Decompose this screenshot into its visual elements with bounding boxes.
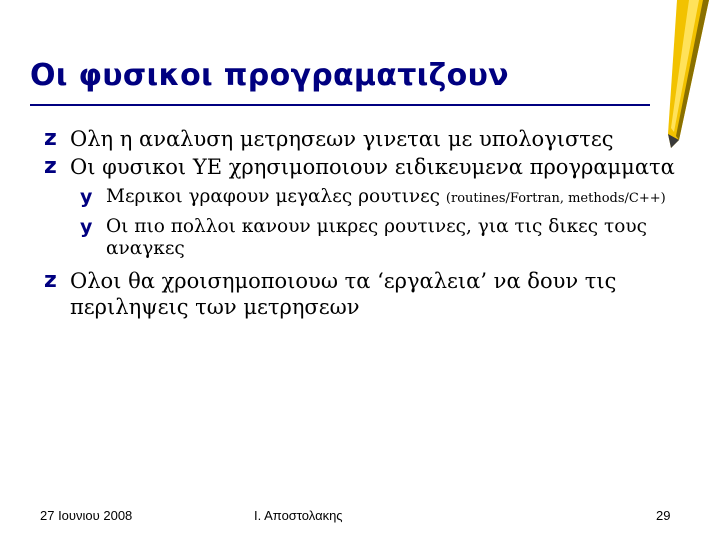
bullet-item (44, 126, 684, 152)
bullet-item (44, 268, 684, 320)
y-bullet-icon: y (80, 216, 93, 238)
bullet-text: Ολοι θα χροισημοποιουω τα ‘εργαλεια’ να δουν τις περιληψεις των μετρησεων (70, 269, 617, 319)
footer-date: 27 Ιουνιου 2008 (40, 508, 133, 523)
z-bullet-icon: z (44, 126, 57, 151)
sub-bullet-item (44, 216, 684, 260)
page-number: 29 (656, 508, 671, 523)
y-bullet-icon: y (80, 186, 93, 208)
z-bullet-icon: z (44, 154, 57, 179)
sub-bullet-text: Οι πιο πολλοι κανουν μικρες ρουτινες, για τις δικες τους αναγκες (106, 216, 647, 259)
title-divider (30, 104, 650, 106)
bullet-text: Ολη η αναλυση μετρησεων γινεται με υπολογιστες (70, 127, 614, 151)
bullet-text: Οι φυσικοι ΥΕ χρησιμοποιουν ειδικευμενα προγραμματα (70, 155, 675, 179)
z-bullet-icon: z (44, 268, 57, 293)
slide-title: Οι φυσικοι προγραματιζουν (30, 58, 509, 93)
sub-bullet-item (44, 186, 684, 210)
sub-bullet-text: Μερικοι γραφουν μεγαλες ρουτινες (106, 186, 441, 207)
sub-bullet-note: (routines/Fortran, methods/C++) (445, 191, 666, 206)
slide-body (44, 126, 684, 322)
footer-author: Ι. Αποστολακης (254, 508, 343, 523)
bullet-item (44, 154, 684, 180)
